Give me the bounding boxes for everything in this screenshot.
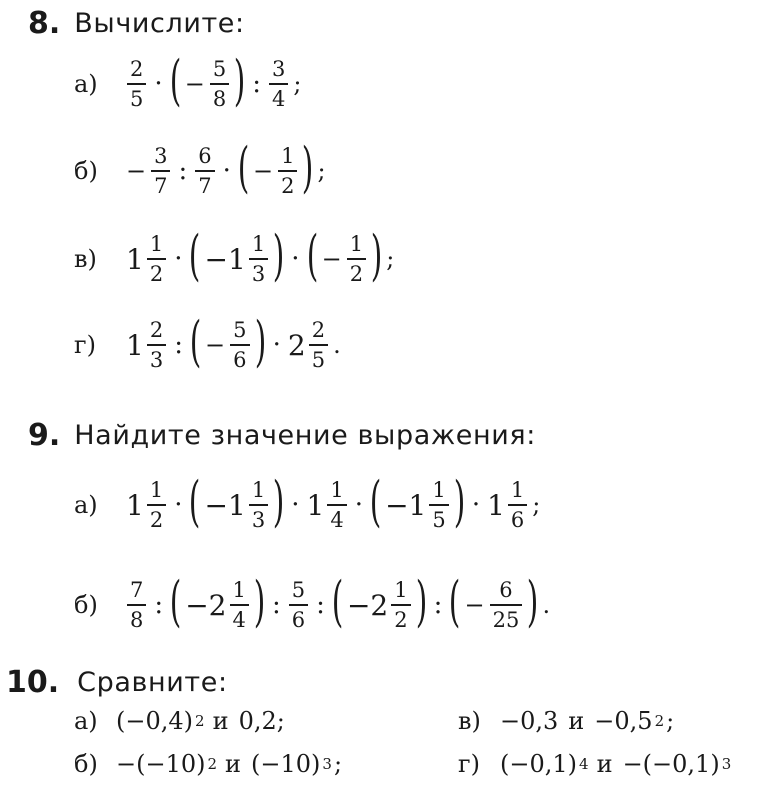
minus-sign: − (252, 157, 274, 185)
fraction: $\frac{6}{25}$ (490, 580, 523, 631)
open-paren: ( (189, 224, 201, 287)
problem-title: Найдите значение выражения: (74, 420, 536, 451)
fraction: $\frac{2}{3}$ (147, 320, 166, 371)
operator: : (252, 69, 262, 99)
expression: (−10) (251, 750, 321, 778)
problem-8a (74, 49, 304, 112)
fraction: $\frac{3}{4}$ (269, 59, 288, 110)
item-label: а) (74, 70, 98, 98)
fraction: $\frac{1}{3}$ (249, 480, 268, 531)
minus-sign: − (464, 591, 485, 619)
fraction: $\frac{2}{5}$ (309, 320, 328, 371)
open-paren: ( (331, 570, 344, 633)
close-paren: ) (272, 470, 285, 533)
whole-part: −1 (204, 488, 246, 522)
problem-10g: г) (−0,1) 4 и −(−0,1) 3 (458, 750, 732, 778)
terminator: . (333, 331, 341, 359)
fraction: $\frac{1}{5}$ (429, 480, 448, 531)
terminator: ; (317, 157, 326, 185)
fraction: $\frac{1}{2}$ (391, 580, 410, 631)
problem-10b: б) −(−10) 2 и (−10) 3 ; (74, 750, 343, 778)
open-paren: ( (189, 310, 202, 373)
terminator: ; (386, 245, 395, 273)
whole-part: 1 (126, 488, 144, 522)
problem-9b (74, 570, 552, 633)
operator: : (174, 330, 183, 360)
problem-number: 8. (28, 6, 61, 41)
expression: (−0,4) (116, 707, 194, 735)
problem-number: 10. (6, 665, 60, 700)
whole-part: 1 (126, 328, 144, 362)
operator: · (272, 330, 281, 360)
problem-10a: а) (−0,4) 2 и 0,2; (74, 707, 285, 735)
item-label: в) (74, 245, 97, 273)
minus-sign: − (205, 331, 226, 359)
fraction: $\frac{1}{6}$ (508, 480, 527, 531)
whole-part: −1 (204, 242, 246, 276)
whole-part: 2 (287, 328, 306, 362)
terminator: ; (293, 70, 302, 98)
whole-part: −2 (185, 588, 227, 622)
operator: · (354, 490, 364, 520)
problem-9-header (28, 418, 536, 453)
problem-number: 9. (28, 418, 61, 453)
conjunction: и (596, 750, 613, 778)
operator: : (178, 156, 188, 186)
expression: 0,2; (238, 707, 285, 735)
item-label: г) (458, 750, 480, 778)
operator: : (271, 590, 281, 620)
operator: · (291, 244, 300, 274)
fraction: $\frac{1}{2}$ (278, 146, 297, 197)
operator: · (291, 490, 300, 520)
minus-sign: − (126, 157, 147, 185)
operator: · (222, 156, 231, 186)
fraction: $\frac{2}{5}$ (127, 59, 146, 110)
expression: −(−0,1) (622, 750, 720, 778)
problem-8b (74, 136, 328, 199)
close-paren: ) (272, 224, 285, 287)
problem-title: Вычислите: (74, 8, 245, 39)
problem-8v (74, 224, 396, 287)
item-label: в) (458, 707, 481, 735)
problem-10v: в) −0,3 и −0,5 2 ; (458, 707, 675, 735)
problem-8g (74, 310, 343, 373)
fraction: $\frac{1}{3}$ (249, 234, 268, 285)
close-paren: ) (233, 49, 246, 112)
whole-part: −1 (385, 488, 427, 522)
fraction: $\frac{1}{2}$ (347, 234, 366, 285)
fraction: $\frac{1}{2}$ (147, 234, 166, 285)
expression: (−0,1) (500, 750, 578, 778)
item-label: б) (74, 591, 98, 619)
terminator: ; (666, 707, 675, 735)
problem-title: Сравните: (77, 667, 228, 698)
item-label: б) (74, 750, 98, 778)
item-label: г) (74, 331, 96, 359)
terminator: . (542, 591, 551, 619)
operator: : (154, 590, 164, 620)
close-paren: ) (453, 470, 466, 533)
close-paren: ) (253, 570, 266, 633)
conjunction: и (568, 707, 585, 735)
open-paren: ( (369, 470, 382, 533)
expression: −0,5 (594, 707, 653, 735)
fraction: $\frac{5}{6}$ (289, 580, 308, 631)
open-paren: ( (189, 470, 201, 533)
operator: : (433, 590, 443, 620)
close-paren: ) (415, 570, 427, 633)
fraction: $\frac{5}{6}$ (230, 320, 249, 371)
operator: · (174, 490, 183, 520)
whole-part: −2 (346, 588, 389, 622)
minus-sign: − (321, 245, 342, 273)
item-label: а) (74, 707, 98, 735)
open-paren: ( (169, 49, 181, 112)
whole-part: 1 (126, 242, 144, 276)
open-paren: ( (306, 224, 318, 287)
fraction: $\frac{6}{7}$ (195, 146, 214, 197)
operator: · (174, 244, 183, 274)
open-paren: ( (237, 136, 250, 199)
open-paren: ( (449, 570, 461, 633)
minus-sign: − (184, 70, 205, 98)
problem-9a (74, 470, 542, 533)
terminator: ; (333, 750, 343, 778)
close-paren: ) (527, 570, 539, 633)
operator: · (471, 490, 481, 520)
close-paren: ) (370, 224, 383, 287)
operator: : (316, 590, 325, 620)
fraction: $\frac{1}{2}$ (147, 480, 166, 531)
problem-8-header (28, 6, 245, 41)
item-label: а) (74, 491, 98, 519)
open-paren: ( (169, 570, 182, 633)
conjunction: и (212, 707, 229, 735)
fraction: $\frac{3}{7}$ (151, 146, 170, 197)
operator: · (154, 69, 163, 99)
close-paren: ) (254, 310, 266, 373)
fraction: $\frac{7}{8}$ (127, 580, 146, 631)
expression: −0,3 (500, 707, 559, 735)
fraction: $\frac{1}{4}$ (230, 580, 249, 631)
problem-10-header (6, 665, 228, 700)
fraction: $\frac{1}{4}$ (327, 480, 346, 531)
whole-part: 1 (306, 488, 325, 522)
fraction: $\frac{5}{8}$ (210, 59, 229, 110)
terminator: ; (532, 491, 541, 519)
close-paren: ) (302, 136, 314, 199)
conjunction: и (225, 750, 242, 778)
item-label: б) (74, 157, 98, 185)
whole-part: 1 (487, 488, 505, 522)
expression: −(−10) (116, 750, 206, 778)
